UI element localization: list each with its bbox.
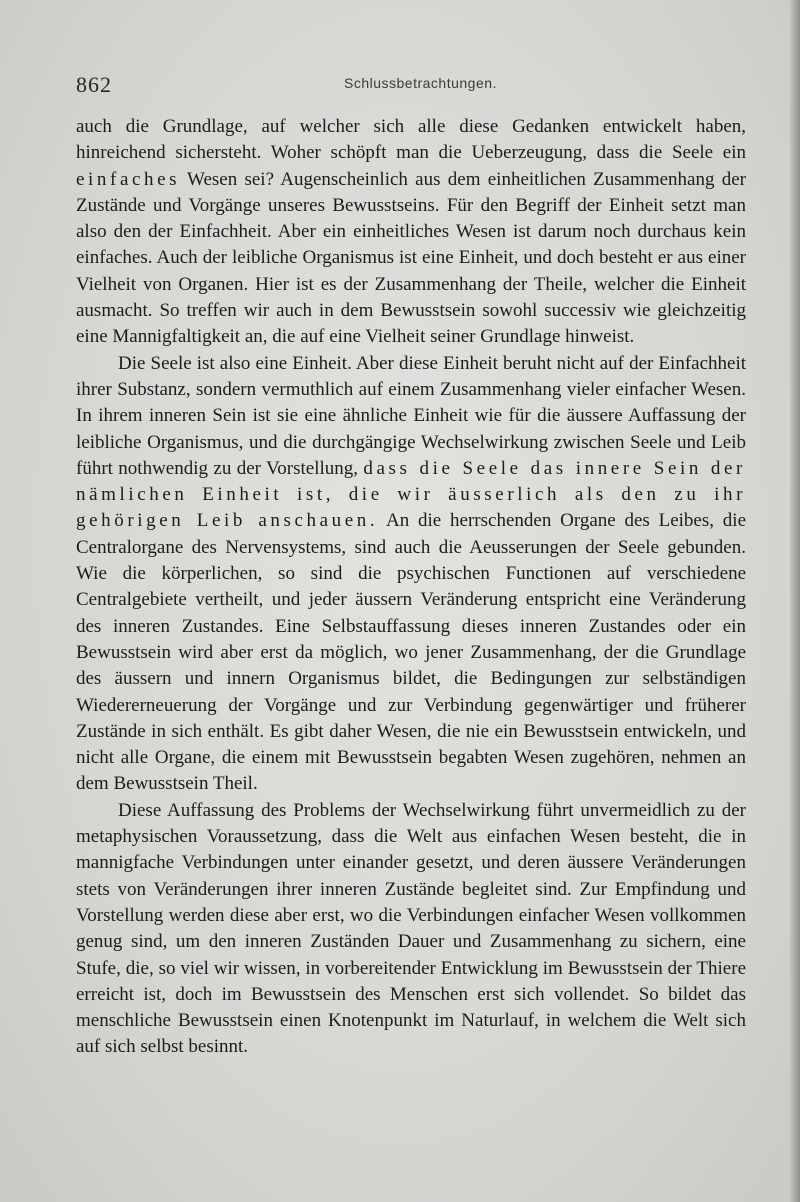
running-title: Schlussbetrachtungen. — [344, 75, 497, 91]
body-text — [76, 114, 746, 1061]
paragraph-3 — [76, 798, 746, 1061]
text-segment: An die herrschenden Organe des Leibes, die Centralorgane des Nervensystems, sind auch die Aeusserungen der Seele gebunden. Wie die körperlichen, so sind die psychischen Functionen auf verschiedene Centralgebiete vertheilt, und jeder äussern Veränderung entspricht eine Veränderung des inneren Zustandes. Eine Selbstauffassung dieses inneren Zustandes oder ein Bewusstsein wird aber erst da möglich, wo jener Zusammenhang, der die Grundlage des äussern und innern Organismus bildet, die Bedingungen zur selbständigen Wiedererneuerung der Vorgänge und zur Verbindung gegenwärtiger und früherer Zustände in sich enthält. Es gibt daher Wesen, die nie ein Bewusstsein entwickeln, und nicht alle Organe, die einem mit Bewusstsein begabten Wesen zugehören, nehmen an dem Bewusstsein Theil. — [76, 510, 747, 795]
emphasized-text: einfaches — [76, 168, 181, 190]
text-segment: Diese Auffassung des Problems der Wechselwirkung führt unvermeidlich zu der metaphysischen Voraussetzung, dass die Welt aus einfachen Wesen besteht, die in mannigfache Verbindungen unter einander gesetzt, und deren äussere Veränderungen stets von Veränderungen ihrer inneren Zustände begleitet sind. Zur Empfindung und Vorstellung werden diese aber erst, wo die Verbindungen einfacher Wesen vollkommen genug sind, um den inneren Zuständen Dauer und Zusammenhang zu sichern, eine Stufe, die, so viel wir wissen, in vorbereitender Entwicklung im Bewusstsein der Thiere erreicht ist, doch im Bewusstsein des Menschen erst sich vollendet. So bildet das menschliche Bewusstsein einen Knotenpunkt im Naturlauf, in welchem die Welt sich auf sich selbst besinnt. — [76, 799, 746, 1058]
paragraph-1 — [76, 114, 746, 351]
page-header — [76, 72, 746, 102]
page-edge-shadow — [790, 0, 800, 1202]
text-segment: Die Seele ist also eine Einheit. Aber diese Einheit beruht nicht auf der Einfachheit ihrer Substanz, sondern vermuthlich auf einem Zusammenhang vieler einfacher Wesen. In ihrem inneren Sein ist sie eine ähnliche Einheit wie für die äussere Auffassung der leibliche Organismus, und die durchgängige Wechselwirkung zwischen Seele und Leib führt nothwendig zu der Vorstellung, — [76, 352, 746, 479]
emphasized-text: dass die Seele das innere Sein der nämlichen Einheit ist, die wir äusserlich als den zu ihr gehörigen Leib anschauen. — [76, 457, 746, 532]
text-segment: auch die Grundlage, auf welcher sich alle diese Gedanken entwickelt haben, hinreichend sichersteht. Woher schöpft man die Ueberzeugung, dass die Seele ein — [76, 116, 746, 164]
paragraph-2 — [76, 351, 746, 798]
text-segment: Wesen sei? Augenscheinlich aus dem einheitlichen Zusammenhang der Zustände und Vorgänge unseres Bewusstseins. Für den Begriff der Einheit setzt man also den der Einfachheit. Aber ein einheitliches Wesen ist darum noch durchaus kein einfaches. Auch der leibliche Organismus ist eine Einheit, und doch besteht er aus einer Vielheit von Organen. Hier ist es der Zusammenhang der Theile, welcher die Einheit ausmacht. So treffen wir auch in dem Bewusstsein sowohl successiv wie gleichzeitig eine Mannigfaltigkeit an, die auf eine Vielheit seiner Grundlage hinweist. — [76, 168, 746, 348]
page-number: 862 — [76, 72, 112, 97]
